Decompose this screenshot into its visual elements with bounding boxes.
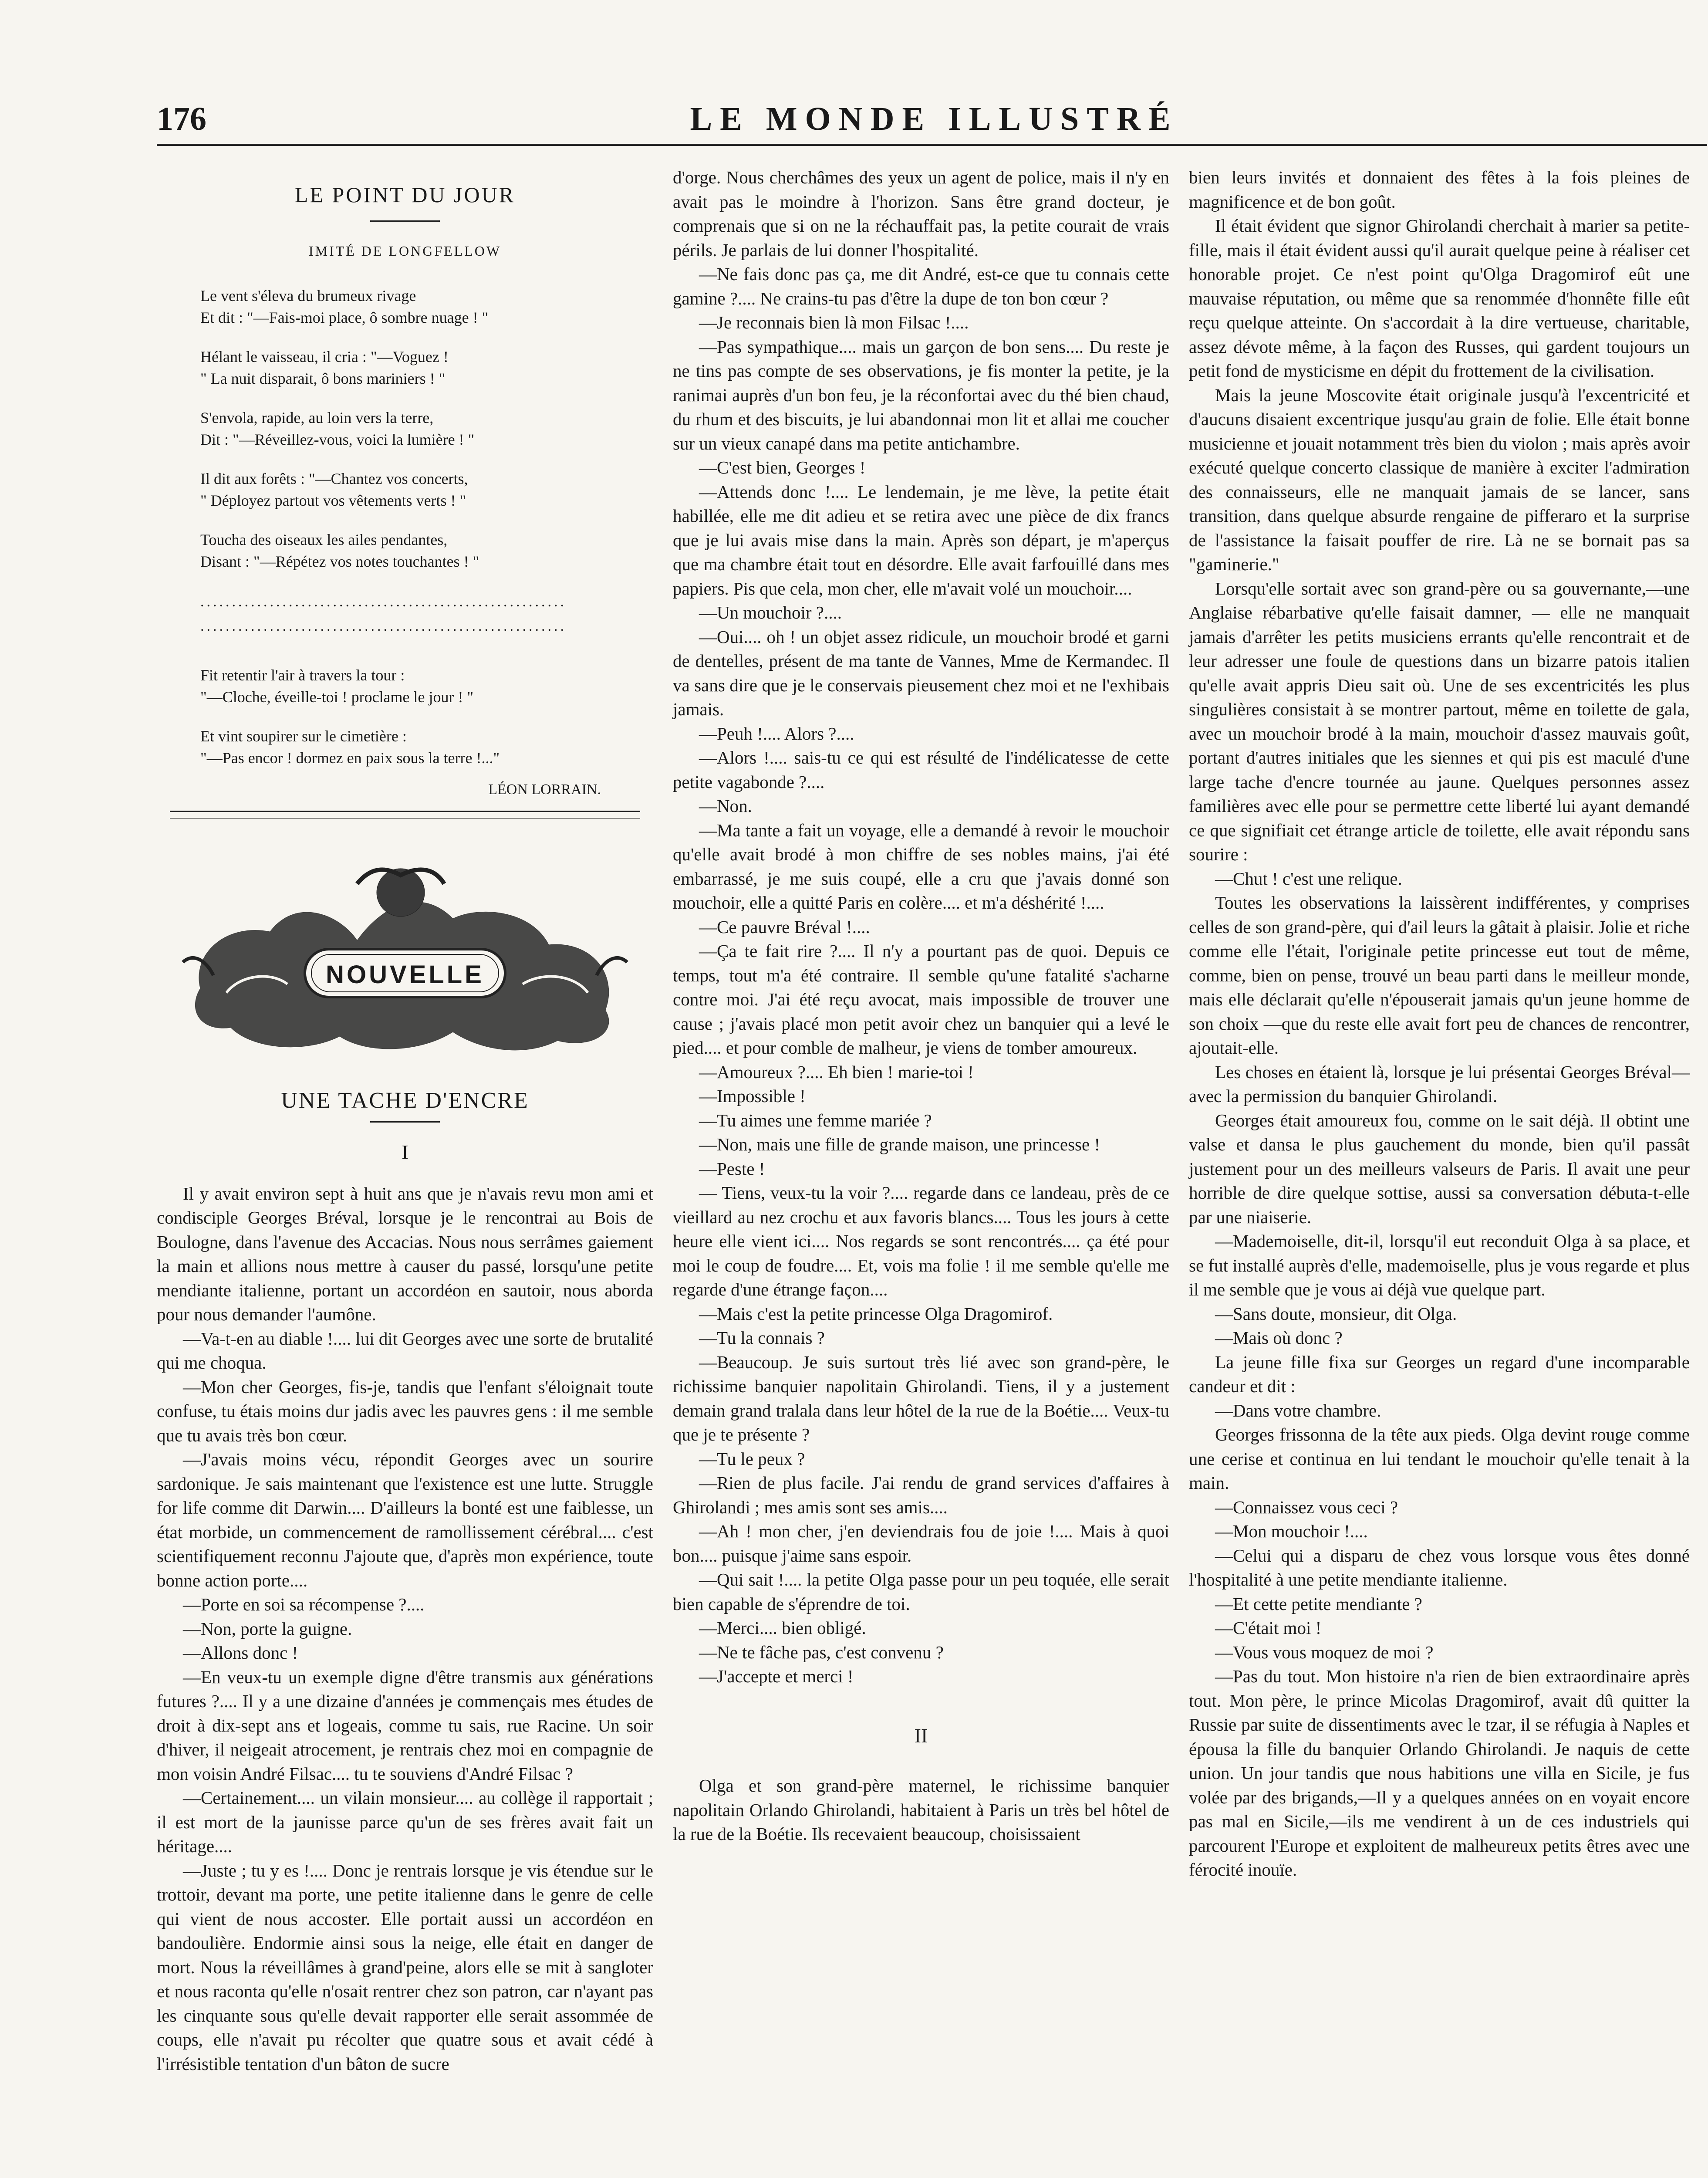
poem-stanza [200,529,653,572]
paragraph: —Mon mouchoir !.... [1215,1521,1368,1541]
paragraph: Les choses en étaient là, lorsque je lui présentai Georges Bréval—avec la permission du banquier Ghirolandi. [1189,1062,1690,1106]
paragraph: —Pas sympathique.... mais un garçon de bon sens.... Du reste je ne tins pas compte de ses observations, je fis monter la petite, je la ranimai auprès d'un bon feu, je la réconfortai avec du thé bien chaud, du rhum et des biscuits, je lui abandonnai mon lit et allai me coucher sur un vieux canapé dans ma petite antichambre. [673,336,1169,453]
paragraph: —Peuh !.... Alors ?.... [699,723,854,744]
paragraph: — Tiens, veux-tu la voir ?.... regarde dans ce landeau, près de ce vieillard au nez crochu et aux favoris blancs.... Tous les jours à cette heure elle vient ici.... Nos regards se sont rencontrés.... ça été pour moi le coup de foudre.... Et, vois ma folie ! il me semble qu'elle me regarde d'une étrange façon.... [673,1183,1169,1299]
title-rule [370,220,440,222]
nouvelle-vignette [174,845,636,1062]
paragraph: —Va-t-en au diable !.... lui dit Georges avec une sorte de brutalité qui me choqua. [157,1328,653,1373]
paragraph: —Ce pauvre Bréval !.... [699,917,870,937]
column-2-body-continued [673,1774,1169,1847]
paragraph: —J'accepte et merci ! [699,1666,854,1686]
paragraph: —Juste ; tu y es !.... Donc je rentrais lorsque je vis étendue sur le trottoir, devant ma porte, une petite italienne dans le genre de celle qui vient de nous accoster. Elle portait aussi un accordéon en bandoulière. Endormie ainsi sous la neige, elle était en danger de mort. Nous la réveillâmes à grand'peine, alors elle se mit à sangloter et nous raconta qu'elle n'osait rentrer chez son patron, car n'ayant pas les cinquante sous qu'elle devait rapporter elle serait assommée de coups, elle n'avait pu récolter que quatre sous et avait cédé à l'irrésistible tentation d'un bâton de sucre [157,1860,653,2074]
paragraph: —J'avais moins vécu, répondit Georges avec un sourire sardonique. Je sais maintenant que l'existence est une lutte. Struggle for life comme dit Darwin.... D'ailleurs la bonté est une faiblesse, un état morbide, un commencement de ramollissement cérébral.... c'est scientifiquement reconnu J'ajoute que, d'après mon expérience, toute bonne action porte.... [157,1449,653,1590]
paragraph: —Mais c'est la petite princesse Olga Dragomirof. [699,1303,1053,1324]
paragraph: —Certainement.... un vilain monsieur.... au collège il rapportait ; il est mort de la jaunisse parce qu'un de ses frères avait fait un héritage.... [157,1788,653,1856]
poem-stanza [200,725,653,769]
paragraph: Lorsqu'elle sortait avec son grand-père ou sa gouvernante,—une Anglaise rébarbative qu'elle faisait damner, — elle ne manquait jamais d'arrêter les petits musiciens errants qu'elle rencontrait et de leur adresser une foule de questions dans un bizarre patois italien qu'elle avait appris Dieu sait où. Une de ses excentricités les plus singulières consistait à se montrer partout, même en toilette de gala, avec un mouchoir brodé à la main, mouchoir d'assez mauvais goût, portant d'autres initiales que les siennes et qui pis est maculé d'une large tache d'encre tournée au jaune. Quelques personnes assez familières avec elle pour se permettre cette liberté lui ayant demandé ce que signifiait cet étrange article de toilette, elle avait répondu sans sourire : [1189,578,1690,864]
paragraph: —Non. [699,796,752,816]
poem-line: Hélant le vaisseau, il cria : "—Voguez ! [200,348,449,365]
poem-line: Et dit : "—Fais-moi place, ô sombre nuage ! " [200,309,489,326]
paragraph: —Alors !.... sais-tu ce qui est résulté de l'indélicatesse de cette petite vagabonde ?.... [673,747,1169,792]
paragraph: —Tu la connais ? [699,1328,825,1348]
paragraph: —Non, mais une fille de grande maison, une princesse ! [699,1134,1100,1154]
paragraph: —Amoureux ?.... Eh bien ! marie-toi ! [699,1062,974,1082]
paragraph: —Attends donc !.... Le lendemain, je me lève, la petite était habillée, elle me dit adieu et se retira avec une pièce de dix francs que je lui avais mise dans la main. Après son départ, je m'aperçus que ma chambre était tout en désordre. Elle avait farfouillé dans mes papiers. Pis que cela, mon cher, elle m'avait volé un mouchoir.... [673,481,1169,599]
poem-subtitle: IMITÉ DE LONGFELLOW [308,243,502,259]
paragraph: —Mademoiselle, dit-il, lorsqu'il eut reconduit Olga à sa place, et se fut installé auprès d'elle, mademoiselle, plus je vous regarde et plus il me semble que je vous ai déjà vue quelque part. [1189,1231,1690,1299]
paragraph: —Connaissez vous ceci ? [1215,1497,1398,1517]
poem-line: "—Pas encor ! dormez en paix sous la terre !..." [200,749,500,767]
paragraph: —C'était moi ! [1215,1618,1322,1638]
paragraph: —Celui qui a disparu de chez vous lorsque vous êtes donné l'hospitalité à une petite mendiante italienne. [1189,1545,1690,1590]
paragraph: Georges était amoureux fou, comme on le sait déjà. Il obtint une valse et dansa le plus gauchement du monde, bien qu'il passât justement pour un des meilleurs valseurs de Paris. Il avait une peur horrible de dire quelque sottise, aussi sa conversation débuta-t-elle par une niaiserie. [1189,1110,1690,1227]
paragraph: —Ah ! mon cher, j'en deviendrais fou de joie !.... Mais à quoi bon.... puisque j'aime sans espoir. [673,1521,1169,1566]
paragraph: —Je reconnais bien là mon Filsac !.... [699,312,969,332]
paragraph: —C'est bien, Georges ! [699,457,866,477]
paragraph: —Non, porte la guigne. [183,1618,352,1639]
poem-stanza [200,468,653,511]
paragraph: —Chut ! c'est une relique. [1215,868,1402,889]
paragraph: Il était évident que signor Ghirolandi cherchait à marier sa petite-fille, mais il était évident aussi qu'il aurait quelque peine à réaliser cet honorable projet. Ce n'est point qu'Olga Dragomirof eût une mauvaise réputation, ou même que sa renommée d'honnête fille eût reçu quelque atteinte. On s'accordait à la dire vertueuse, charitable, assez dévote même, à la façon des Russes, qui gardent toujours un petit fond de mysticisme en dépit du frottement de la civilisation. [1189,216,1690,381]
paragraph: —Qui sait !.... la petite Olga passe pour un peu toquée, elle serait bien capable de s'éprendre de toi. [673,1569,1169,1614]
paragraph: Georges frissonna de la tête aux pieds. Olga devint rouge comme une cerise et continua en lui tendant le mouchoir qu'elle tenait à la main. [1189,1424,1690,1493]
poem-stanza [200,664,653,708]
column-1 [157,166,653,2076]
paragraph: —Peste ! [699,1158,765,1179]
paragraph: —Tu le peux ? [699,1448,805,1469]
section-rule [170,811,640,818]
paragraph: —Pas du tout. Mon histoire n'a rien de bien extraordinaire après tout. Mon père, le prince Micolas Dragomirof, avait dû quitter la Russie par suite de dissentiments avec le tzar, il se réfugia à Naples et épousa la fille du banquier Orlando Ghirolandi. Je naquis de cette union. Un jour tandis que nous habitions une villa en Sicile, je fus volée par des brigands,—Il y a quelques années on en voyait encore pas mal en Sicile,—ils me vendirent à un de ces industriels qui parcourent l'Europe et exploitent de malheureux petits êtres avec une férocité inouïe. [1189,1666,1690,1880]
paragraph: —Et cette petite mendiante ? [1215,1593,1422,1614]
paragraph: —En veux-tu un exemple digne d'être transmis aux générations futures ?.... Il y a une dizaine d'années je commençais mes études de droit à dix-sept ans et logeais, comme tu sais, rue Racine. Un soir d'hiver, il neigeait atrocement, je rentrais chez moi en compagnie de mon voisin André Filsac.... tu te souviens d'André Filsac ? [157,1667,653,1784]
poem-line: " Déployez partout vos vêtements verts ! " [200,492,466,509]
paragraph: —Ne te fâche pas, c'est convenu ? [699,1642,944,1662]
poem-line: "—Cloche, éveille-toi ! proclame le jour ! " [200,688,474,706]
paragraph: —Ma tante a fait un voyage, elle a demandé à revoir le mouchoir qu'elle avait brodé à mon chiffre de ses nobles mains, j'ai été embarrassé, je me suis coupé, elle a cru que j'avais donné son mouchoir, elle a quitté Paris en colère.... et m'a déshérité !.... [673,820,1169,913]
vignette-label: NOUVELLE [326,960,484,989]
paragraph: —Impossible ! [699,1086,806,1106]
paragraph: —Tu aimes une femme mariée ? [699,1110,932,1130]
paragraph: —Beaucoup. Je suis surtout très lié avec son grand-père, le richissime banquier napolitain Ghirolandi. Tiens, il y a justement demain grand tralala dans leur hôtel de la rue de la Boétie.... Veux-tu que je te présente ? [673,1352,1169,1444]
paragraph: bien leurs invités et donnaient des fêtes à la fois pleines de magnificence et de bon goût. [1189,167,1690,212]
column-1-body [157,1182,653,2077]
paragraph: —Sans doute, monsieur, dit Olga. [1215,1303,1457,1324]
poem-line: Dit : "—Réveillez-vous, voici la lumière ! " [200,431,475,448]
poem-line: Fit retentir l'air à travers la tour : [200,666,405,684]
poem-line: Le vent s'éleva du brumeux rivage [200,287,416,304]
paragraph: d'orge. Nous cherchâmes des yeux un agent de police, mais il n'y en avait pas le moindre à l'horizon. Sans être grand docteur, je comprenais que si on ne la réchauffait pas, la petite courait de vrais périls. Je parlais de lui donner l'hospitalité. [673,167,1169,260]
masthead: LE MONDE ILLUSTRÉ [690,101,1178,137]
paragraph: —Ça te fait rire ?.... Il n'y a pourtant pas de quoi. Depuis ce temps, tout m'a été contraire. Il semble qu'une fatalité s'acharne contre moi. J'ai été reçu avocat, mais impossible de trouver une cause ; j'avais placé mon petit avoir chez un banquier qui a levé le pied.... et pour comble de malheur, je viens de tomber amoureux. [673,941,1169,1058]
paragraph: —Un mouchoir ?.... [699,602,842,622]
column-3-body [1189,166,1690,1882]
poem-stanza [200,407,653,450]
paragraph: La jeune fille fixa sur Georges un regard d'une incomparable candeur et dit : [1189,1352,1690,1396]
story-title: UNE TACHE D'ENCRE [281,1088,529,1113]
section-number: II [914,1724,928,1747]
paragraph: —Vous vous moquez de moi ? [1215,1642,1434,1662]
ornament-illustration [174,845,636,1062]
section-number: I [402,1141,408,1163]
paragraph: Toutes les observations la laissèrent indifférentes, y comprises celles de son grand-père, qui d'ail leurs la gâtait à plaisir. Jolie et riche comme elle l'était, l'originale petite princesse eut tout de même, comme, bien on pense, trouvé un beau parti dans le meilleur monde, mais elle déclarait qu'elle n'épouserait jamais qu'un jeune homme de son choix —que du reste elle avait fort peu de chances de rencontrer, ajoutait-elle. [1189,893,1690,1058]
column-3 [1189,166,1690,1882]
poem-line: " La nuit disparait, ô bons mariniers ! " [200,370,446,387]
page-number: 176 [157,101,206,137]
poem-line: Toucha des oiseaux les ailes pendantes, [200,531,448,548]
paragraph: —Dans votre chambre. [1215,1400,1381,1420]
page-header [157,100,1708,139]
poem-line: Et vint soupirer sur le cimetière : [200,727,407,745]
paragraph: Mais la jeune Moscovite était originale jusqu'à l'excentricité et d'aucuns disaient excentrique jusqu'au grain de folie. Elle était bonne musicienne et jouait notamment très bien du violon ; mais après avoir exécuté quelque concerto classique de manière à exciter l'admiration des connaisseurs, elle ne manquait jamais de se lancer, sans transition, dans quelque absurde rengaine de pifferaro et la surprise de l'assistance la faisait pouffer de rire. Là ne se bornait pas sa "gaminerie." [1189,385,1690,574]
poem-stanza [200,285,653,328]
ellipsis-line: .......................................................... [200,594,567,610]
poem-author: LÉON LORRAIN. [488,781,601,798]
paragraph: —Merci.... bien obligé. [699,1618,866,1638]
poem-line: Disant : "—Répétez vos notes touchantes ! " [200,553,479,570]
paragraph: —Oui.... oh ! un objet assez ridicule, un mouchoir brodé et garni de dentelles, présent de ma tante de Vannes, Mme de Kermandec. Il va sans dire que je le conservais pieusement chez moi et ne l'exhibais jamais. [673,626,1169,719]
column-2-body [673,166,1169,1689]
poem-title: LE POINT DU JOUR [294,183,516,207]
paragraph: Olga et son grand-père maternel, le richissime banquier napolitain Orlando Ghirolandi, habitaient à Paris un très bel hôtel de la rue de la Boétie. Ils recevaient beaucoup, choisissaient [673,1776,1169,1844]
paragraph: —Allons donc ! [183,1643,298,1663]
poem-line: Il dit aux forêts : "—Chantez vos concerts, [200,470,468,487]
paragraph: —Rien de plus facile. J'ai rendu de grand services d'affaires à Ghirolandi ; mes amis sont ses amis.... [673,1473,1169,1517]
header-rule [157,144,1707,146]
paragraph: —Ne fais donc pas ça, me dit André, est-ce que tu connais cette gamine ?.... Ne crains-tu pas d'être la dupe de ton bon cœur ? [673,264,1169,308]
paragraph: —Porte en soi sa récompense ?.... [183,1594,425,1614]
title-rule [370,1121,440,1123]
poem-stanza [200,346,653,389]
poem-line: S'envola, rapide, au loin vers la terre, [200,409,434,426]
ellipsis-line: .......................................................... [200,618,567,634]
paragraph: —Mais où donc ? [1215,1328,1343,1348]
paragraph: Il y avait environ sept à huit ans que je n'avais revu mon ami et condisciple Georges Bréval, lorsque je le rencontrai au Bois de Boulogne, dans l'avenue des Accacias. Nous nous serrâmes gaiement la main et allions nous mettre à causer du passé, lorsqu'une petite mendiante italienne, portant un accordéon en sautoir, nous aborda pour nous demander l'aumône. [157,1183,653,1324]
column-2 [673,166,1169,1847]
paragraph: —Mon cher Georges, fis-je, tandis que l'enfant s'éloignait toute confuse, tu étais moins dur jadis avec les pauvres gens : il me semble que tu avais très bon cœur. [157,1376,653,1445]
